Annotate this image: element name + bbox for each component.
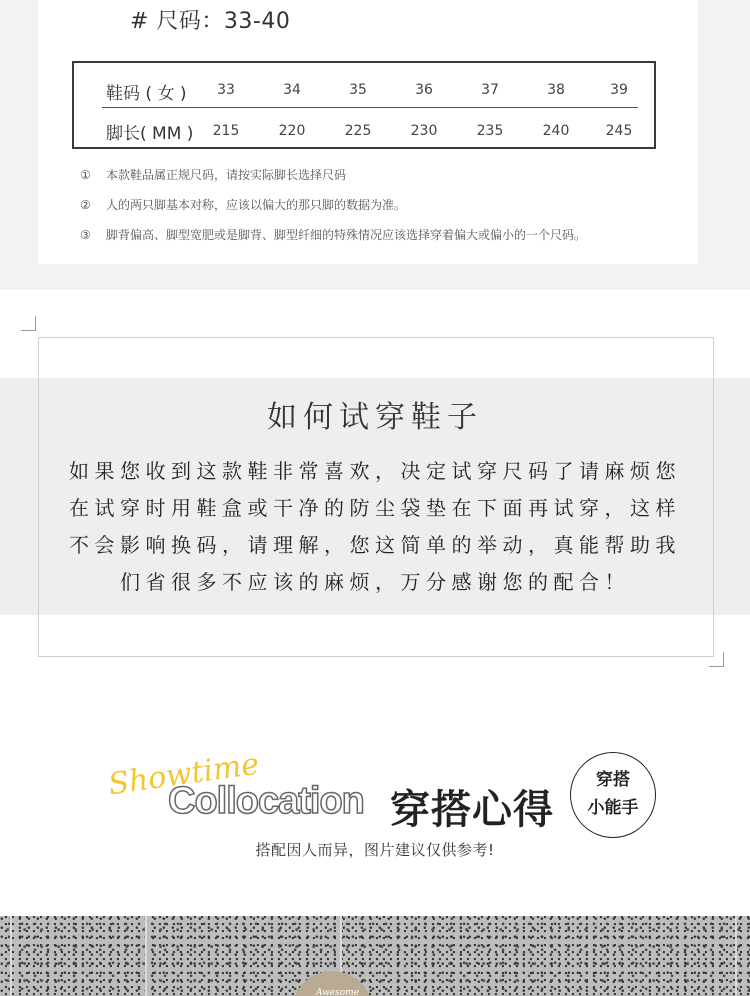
size-row-shoe-size (74, 71, 654, 111)
table-cell: 39 (610, 82, 628, 98)
badge-line-2: 小能手 (587, 798, 639, 818)
corner-mark-top-left (21, 316, 36, 331)
model-photo (0, 916, 750, 996)
try-on-body (0, 455, 750, 603)
photo-panel-line (10, 916, 12, 996)
table-cell: 215 (212, 123, 240, 139)
table-cell: 33 (217, 82, 235, 98)
try-on-line: 不会影响换码，请理解，您这简单的举动，真能帮助我 (69, 533, 681, 557)
try-on-line: 如果您收到这款鞋非常喜欢，决定试穿尺码了请麻烦您 (69, 459, 681, 483)
note-number: ③ (80, 228, 91, 242)
note-text: 人的两只脚基本对称，应该以偏大的那只脚的数据为准。 (106, 198, 407, 212)
table-cell: 235 (476, 123, 504, 139)
photo-panel-line (145, 916, 147, 996)
table-cell: 245 (605, 123, 633, 139)
row-label-shoe-size: 鞋码 ( 女 ) (106, 84, 187, 104)
collocation-chinese-title: 穿搭心得 (390, 787, 554, 833)
try-on-line: 们省很多不应该的麻烦，万分感谢您的配合！ (120, 570, 630, 594)
size-range-title: # 尺码：33-40 (130, 9, 291, 34)
size-note (80, 196, 680, 226)
try-on-title: 如何试穿鞋子 (267, 400, 483, 435)
note-text: 脚背偏高、脚型宽肥或是脚背、脚型纤细的特殊情况应该选择穿着偏大或偏小的一个尺码。 (106, 228, 587, 242)
table-cell: 38 (547, 82, 565, 98)
table-cell: 34 (283, 82, 301, 98)
corner-mark-bottom-right (709, 652, 724, 667)
script-decoration: Showtime (106, 746, 262, 803)
size-note (80, 166, 680, 196)
table-cell: 35 (349, 82, 367, 98)
size-table (72, 61, 656, 149)
style-badge (570, 752, 656, 838)
size-note (80, 226, 680, 256)
table-divider (102, 107, 638, 108)
note-text: 本款鞋品属正规尺码，请按实际脚长选择尺码 (106, 168, 347, 182)
table-cell: 230 (410, 123, 438, 139)
table-cell: 37 (481, 82, 499, 98)
size-notes (80, 166, 680, 256)
note-number: ① (80, 168, 91, 182)
collocation-english-title: Collocation (168, 780, 364, 822)
cap-logo-text: Awesome (316, 988, 360, 996)
table-cell: 220 (278, 123, 306, 139)
try-on-line: 在试穿时用鞋盒或干净的防尘袋垫在下面再试穿，这样 (69, 496, 681, 520)
badge-line-1: 穿搭 (596, 770, 630, 790)
collocation-subtitle: 搭配因人而异，图片建议仅供参考! (255, 841, 495, 859)
table-cell: 240 (542, 123, 570, 139)
row-label-foot-length: 脚长( MM ) (106, 124, 194, 144)
photo-panel-line (735, 916, 737, 996)
size-row-foot-length (74, 111, 654, 151)
note-number: ② (80, 198, 91, 212)
table-cell: 36 (415, 82, 433, 98)
table-cell: 225 (344, 123, 372, 139)
